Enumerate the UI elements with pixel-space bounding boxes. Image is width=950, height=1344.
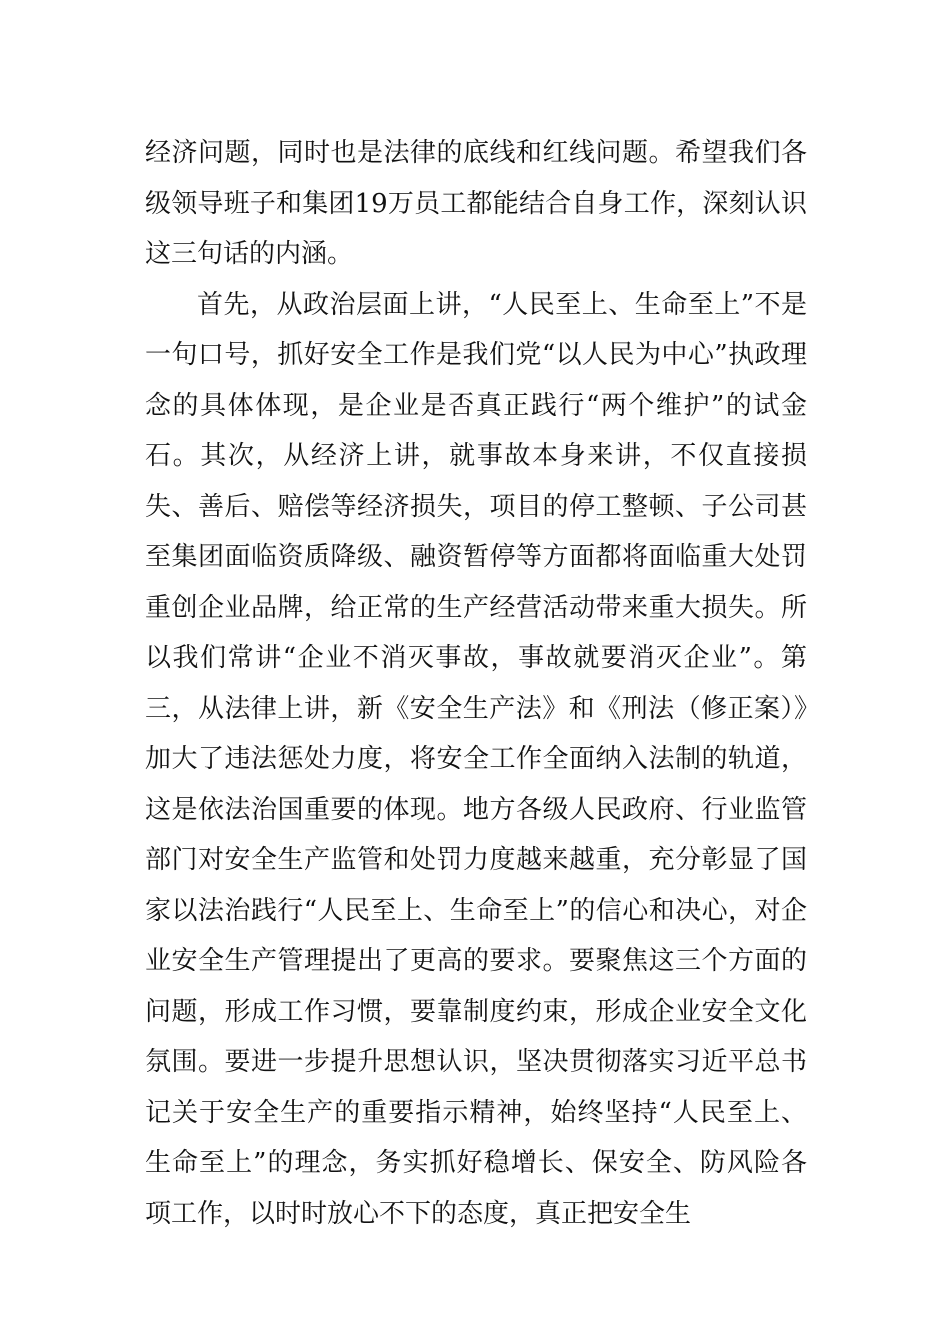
paragraph-continuation: 经济问题，同时也是法律的底线和红线问题。希望我们各级领导班子和集团19万员工都能结合自身工作，深刻认识这三句话的内涵。 [145,138,807,269]
body-text [145,128,807,1239]
paragraph-main: 首先，从政治层面上讲，“人民至上、生命至上”不是一句口号，抓好安全工作是我们党“以人民为中心”执政理念的具体体现，是企业是否真正践行“两个维护”的试金石。其次，从经济上讲，就事故本身来讲，不仅直接损失、善后、赔偿等经济损失，项目的停工整顿、子公司甚至集团面临资质降级、融资暂停等方面都将面临重大处罚重创企业品牌，给正常的生产经营活动带来重大损失。所以我们常讲“企业不消灭事故，事故就要消灭企业”。第三，从法律上讲，新《安全生产法》和《刑法（修正案）》加大了违法惩处力度，将安全工作全面纳入法制的轨道，这是依法治国重要的体现。地方各级人民政府、行业监管部门对安全生产监管和处罚力度越来越重，充分彰显了国家以法治践行“人民至上、生命至上”的信心和决心，对企业安全生产管理提出了更高的要求。要聚焦这三个方面的问题，形成工作习惯，要靠制度约束，形成企业安全文化氛围。要进一步提升思想认识，坚决贯彻落实习近平总书记关于安全生产的重要指示精神，始终坚持“人民至上、生命至上”的理念，务实抓好稳增长、保安全、防风险各项工作，以时时放心不下的态度，真正把安全生 [145,289,807,1229]
